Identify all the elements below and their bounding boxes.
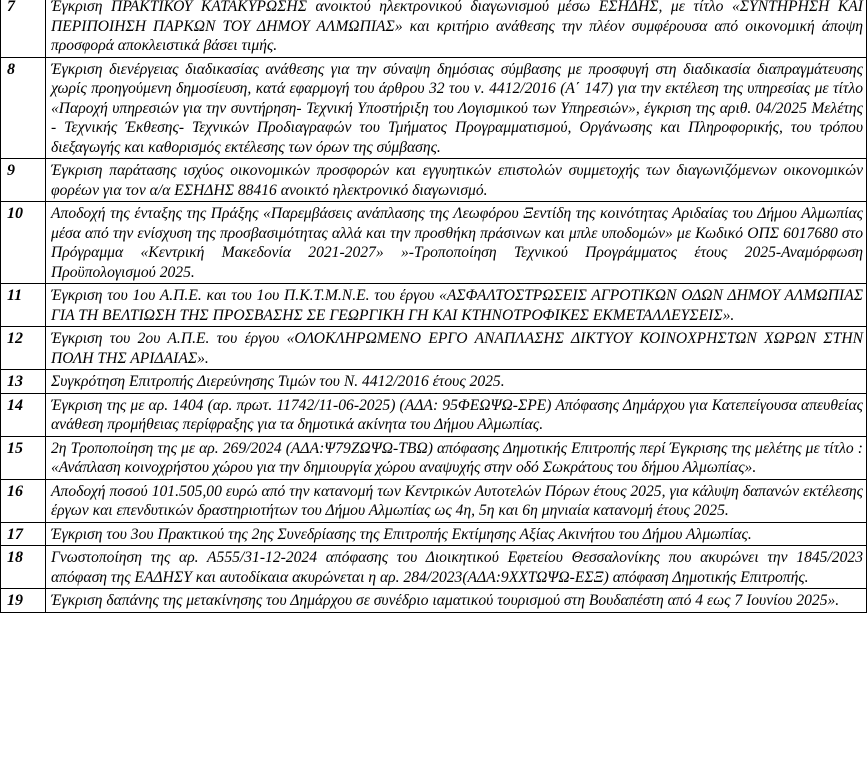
agenda-row bbox=[1, 327, 867, 370]
agenda-row bbox=[1, 284, 867, 327]
item-number: 10 bbox=[1, 202, 46, 284]
item-text: Έγκριση διενέργειας διαδικασίας ανάθεσης για την σύναψη δημόσιας σύμβασης με προσφυγή στη διαδικασία διαπραγμάτευσης χωρίς προηγούμενη δημοσίευση, κατά εφαρμογή του άρθρου 32 του ν. 4412/2016 (Α΄ 147) για την εκτέλεση της υπηρεσίας με τίτλο «Παροχή υπηρεσιών για την συντήρηση- Τεχνική Υποστήριξη του Λογισμικού των Υπηρεσιών», έγκριση της αριθ. 04/2025 Μελέτης - Τεχνικής Έκθεσης- Τεχνικών Προδιαγραφών του Τμήματος Προγραμματισμού, Οργάνωσης και Πληροφορικής, του τρόπου διεξαγωγής και καθορισμός εκτέλεσης των όρων της σύμβασης. bbox=[46, 57, 867, 159]
agenda-row bbox=[1, 202, 867, 284]
item-text: Συγκρότηση Επιτροπής Διερεύνησης Τιμών του Ν. 4412/2016 έτους 2025. bbox=[46, 370, 867, 394]
agenda-row bbox=[1, 370, 867, 394]
item-number: 19 bbox=[1, 589, 46, 613]
agenda-row bbox=[1, 393, 867, 436]
agenda-row bbox=[1, 522, 867, 546]
item-number: 13 bbox=[1, 370, 46, 394]
item-number: 9 bbox=[1, 159, 46, 202]
item-text: Έγκριση ΠΡΑΚΤΙΚΟΥ ΚΑΤΑΚΥΡΩΣΗΣ ανοικτού ηλεκτρονικού διαγωνισμού μέσω ΕΣΗΔΗΣ, με τίτλο «ΣΥΝΤΗΡΗΣΗ ΚΑΙ ΠΕΡΙΠΟΙΗΣΗ ΠΑΡΚΩΝ ΤΟΥ ΔΗΜΟΥ ΑΛΜΩΠΙΑΣ» και κριτήριο ανάθεσης την πλέον συμφέρουσα από οικονομική άποψη προσφορά αποκλειστικά βάσει τιμής. bbox=[46, 0, 867, 57]
item-number: 17 bbox=[1, 522, 46, 546]
item-text: Έγκριση του 3ου Πρακτικού της 2ης Συνεδρίασης της Επιτροπής Εκτίμησης Αξίας Ακινήτου του Δήμου Αλμωπίας. bbox=[46, 522, 867, 546]
agenda-row bbox=[1, 57, 867, 159]
agenda-row bbox=[1, 589, 867, 613]
item-number: 11 bbox=[1, 284, 46, 327]
agenda-row bbox=[1, 159, 867, 202]
item-text: Έγκριση της με αρ. 1404 (αρ. πρωτ. 11742/11-06-2025) (ΑΔΑ: 95ΦΕΩΨΩ-ΣΡΕ) Απόφασης Δημάρχου για Κατεπείγουσα απευθείας ανάθεση προμήθειας περίφραξης για τα δημοτικά ακίνητα του Δήμου Αλμωπίας. bbox=[46, 393, 867, 436]
item-number: 15 bbox=[1, 436, 46, 479]
item-number: 16 bbox=[1, 479, 46, 522]
item-number: 8 bbox=[1, 57, 46, 159]
item-text: Έγκριση παράτασης ισχύος οικονομικών προσφορών και εγγυητικών επιστολών συμμετοχής των διαγωνιζόμενων οικονομικών φορέων για τον α/α ΕΣΗΔΗΣ 88416 ανοικτό ηλεκτρονικό διαγωνισμό. bbox=[46, 159, 867, 202]
agenda-row bbox=[1, 546, 867, 589]
item-text: Έγκριση του 2ου Α.Π.Ε. του έργου «ΟΛΟΚΛΗΡΩΜΕΝΟ ΕΡΓΟ ΑΝΑΠΛΑΣΗΣ ΔΙΚΤΥΟΥ ΚΟΙΝΟΧΡΗΣΤΩΝ ΧΩΡΩΝ ΣΤΗΝ ΠΟΛΗ ΤΗΣ ΑΡΙΔΑΙΑΣ». bbox=[46, 327, 867, 370]
item-text: Έγκριση δαπάνης της μετακίνησης του Δημάρχου σε συνέδριο ιαματικού τουρισμού στη Βουδαπέστη από 4 εως 7 Ιουνίου 2025». bbox=[46, 589, 867, 613]
agenda-table-body bbox=[1, 0, 867, 612]
agenda-row bbox=[1, 479, 867, 522]
item-number: 14 bbox=[1, 393, 46, 436]
item-text: Αποδοχή της ένταξης της Πράξης «Παρεμβάσεις ανάπλασης της Λεωφόρου Ξεντίδη της κοινότητας Αριδαίας του Δήμου Αλμωπίας μέσα από την ενίσχυση της προσβασιμότητας αλλά και την προσθήκη πράσινων και μπλε υποδομών» με Κωδικό ΟΠΣ 6017680 στο Πρόγραμμα «Κεντρική Μακεδονία 2021-2027» »-Τροποποίηση Τεχνικού Προγράμματος έτους 2025-Αναμόρφωση Προϋπολογισμού 2025. bbox=[46, 202, 867, 284]
agenda-row bbox=[1, 0, 867, 57]
item-text: Έγκριση του 1ου Α.Π.Ε. και του 1ου Π.Κ.Τ.Μ.Ν.Ε. του έργου «ΑΣΦΑΛΤΟΣΤΡΩΣΕΙΣ ΑΓΡΟΤΙΚΩΝ ΟΔΩΝ ΔΗΜΟΥ ΑΛΜΩΠΙΑΣ ΓΙΑ ΤΗ ΒΕΛΤΙΩΣΗ ΤΗΣ ΠΡΟΣΒΑΣΗΣ ΣΕ ΓΕΩΡΓΙΚΗ ΓΗ ΚΑΙ ΚΤΗΝΟΤΡΟΦΙΚΕΣ ΕΚΜΕΤΑΛΛΕΥΣΕΙΣ». bbox=[46, 284, 867, 327]
agenda-row bbox=[1, 436, 867, 479]
item-number: 12 bbox=[1, 327, 46, 370]
item-number: 7 bbox=[1, 0, 46, 57]
item-text: Αποδοχή ποσού 101.505,00 ευρώ από την κατανομή των Κεντρικών Αυτοτελών Πόρων έτους 2025, για κάλυψη δαπανών εκτέλεσης έργων και επενδυτικών δραστηριοτήτων του Δήμου Αλμωπίας ως 4η, 5η και 6η μηνιαία κατανομή έτους 2025. bbox=[46, 479, 867, 522]
item-text: 2η Τροποποίηση της με αρ. 269/2024 (ΑΔΑ:Ψ79ΖΩΨΩ-ΤΒΩ) απόφασης Δημοτικής Επιτροπής περί Έγκρισης της μελέτης με τίτλο : «Ανάπλαση κοινοχρήστου χώρου για την δημιουργία χώρου αναψυχής στην οδό Σωκράτους του δήμου Αλμωπίας». bbox=[46, 436, 867, 479]
item-text: Γνωστοποίηση της αρ. Α555/31-12-2024 απόφασης του Διοικητικού Εφετείου Θεσσαλονίκης που ακυρώνει την 1845/2023 απόφαση της ΕΑΔΗΣΥ και αυτοδίκαια ακυρώνεται η αρ. 284/2023(ΑΔΑ:9ΧΧΤΩΨΩ-ΕΣΞ) απόφαση Δημοτικής Επιτροπής. bbox=[46, 546, 867, 589]
item-number: 18 bbox=[1, 546, 46, 589]
